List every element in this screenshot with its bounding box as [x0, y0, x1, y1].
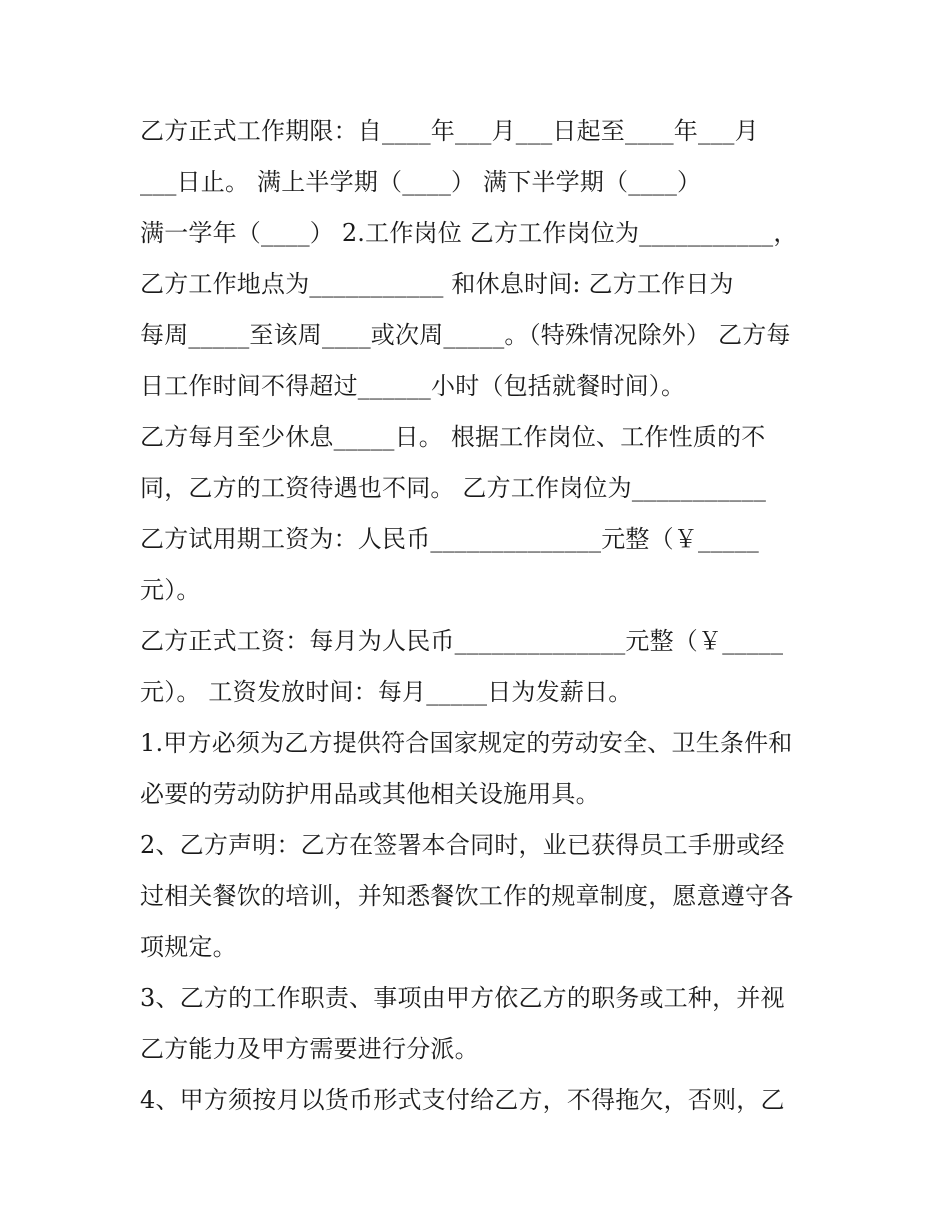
text-line: 4、甲方须按月以货币形式支付给乙方，不得拖欠，否则，乙: [140, 1086, 785, 1114]
text-line: 乙方能力及甲方需要进行分派。: [140, 1035, 479, 1063]
text-line: 乙方试用期工资为：人民币______________元整（￥_____: [140, 525, 759, 553]
text-line: 乙方正式工作期限：自____年___月___日起至____年___月: [140, 117, 759, 145]
text-line: ___日止。 满上半学期（____） 满下半学期（____）: [140, 168, 702, 196]
text-line: 乙方每月至少休息_____日。 根据工作岗位、工作性质的不: [140, 423, 766, 451]
text-line: 满一学年（____） 2.工作岗位 乙方工作岗位为___________，: [140, 219, 798, 247]
text-line: 每周_____至该周____或次周_____。（特殊情况除外） 乙方每: [140, 321, 791, 349]
text-line: 2、乙方声明：乙方在签署本合同时，业已获得员工手册或经: [140, 831, 785, 859]
contract-text: [140, 106, 840, 1126]
text-line: 元）。 工资发放时间：每月_____日为发薪日。: [140, 678, 633, 706]
text-line: 过相关餐饮的培训，并知悉餐饮工作的规章制度，愿意遵守各: [140, 882, 794, 910]
text-line: 3、乙方的工作职责、事项由甲方依乙方的职务或工种，并视: [140, 984, 785, 1012]
text-line: 元）。: [140, 576, 201, 604]
text-line: 1.甲方必须为乙方提供符合国家规定的劳动安全、卫生条件和: [140, 729, 793, 757]
text-line: 必要的劳动防护用品或其他相关设施用具。: [140, 780, 600, 808]
text-line: 同，乙方的工资待遇也不同。 乙方工作岗位为___________: [140, 474, 767, 502]
text-line: 乙方正式工资：每月为人民币______________元整（￥_____: [140, 627, 784, 655]
text-line: 项规定。: [140, 933, 237, 961]
text-line: 乙方工作地点为___________ 和休息时间: 乙方工作日为: [140, 270, 734, 298]
text-line: 日工作时间不得超过______小时（包括就餐时间）。: [140, 372, 686, 400]
